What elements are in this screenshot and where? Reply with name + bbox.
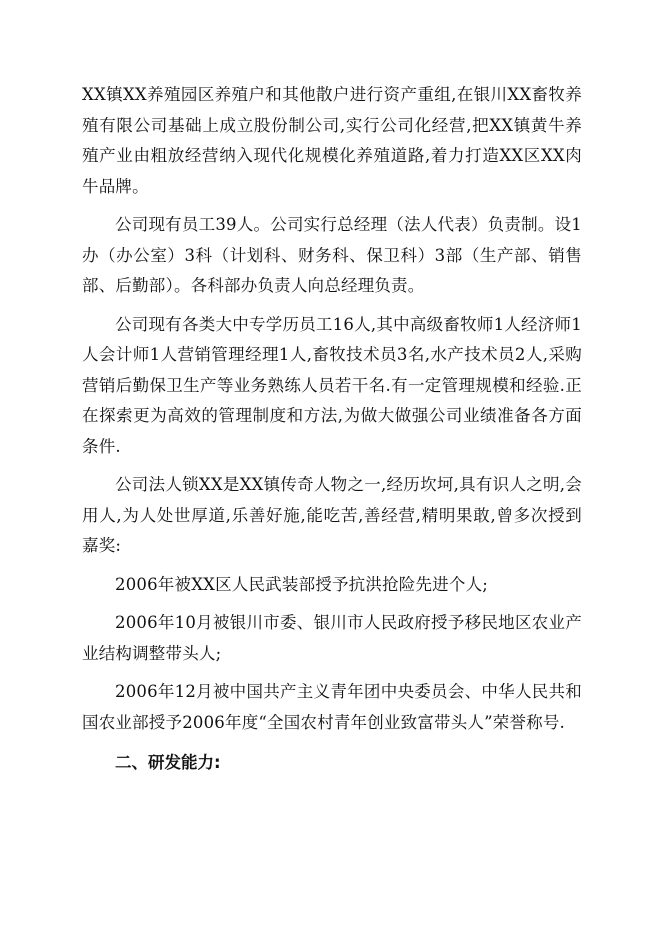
award-item-industry-leader: 2006年10月被银川市委、银川市人民政府授予移民地区农业产业结构调整带头人; xyxy=(82,613,582,663)
paragraph-staff-structure: 公司现有员工39人。公司实行总经理（法人代表）负责制。设1办（办公室）3科（计划科、财务科、保卫科）3部（生产部、销售部、后勤部）。各科部办负责人向总经理负责。 xyxy=(82,215,582,295)
award-item-youth-entrepreneur: 2006年12月被中国共产主义青年团中央委员会、中华人民共和国农业部授予2006年度“全国农村青年创业致富带头人”荣誉称号. xyxy=(82,682,582,732)
paragraph-restructuring: XX镇XX养殖园区养殖户和其他散户进行资产重组,在银川XX畜牧养殖有限公司基础上成立股份制公司,实行公司化经营,把XX镇黄牛养殖产业由粗放经营纳入现代化规模化养殖道路,着力打造XX区XX肉牛品牌。 xyxy=(82,85,582,196)
document-body xyxy=(82,80,582,778)
section-heading-rd-capability: 二、研发能力: xyxy=(115,753,221,772)
award-item-flood-relief: 2006年被XX区人民武装部授予抗洪抢险先进个人; xyxy=(115,574,489,594)
paragraph-staff-qualifications: 公司现有各类大中专学历员工16人,其中高级畜牧师1人经济师1人会计师1人营销管理经理1人,畜牧技术员3名,水产技术员2人,采购营销后勤保卫生产等业务熟练人员若干名.有一定管理规模和经验.正在探索更为高效的管理制度和方法,为做大做强公司业绩准备各方面条件. xyxy=(82,314,582,456)
paragraph-legal-representative: 公司法人锁XX是XX镇传奇人物之一,经历坎坷,具有识人之明,会用人,为人处世厚道,乐善好施,能吃苦,善经营,精明果敢,曾多次授到嘉奖: xyxy=(82,475,582,555)
